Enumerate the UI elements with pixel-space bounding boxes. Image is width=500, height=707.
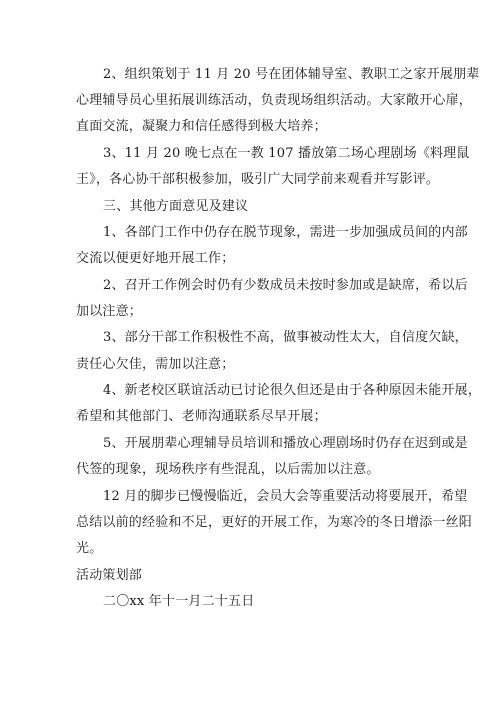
paragraph-line: 加以注意； bbox=[76, 304, 143, 319]
paragraph-line: 光。 bbox=[76, 541, 103, 556]
paragraph-line: 3、部分干部工作积极性不高，做事被动性太大，自信度欠缺， bbox=[103, 330, 468, 345]
paragraph-line: 1、各部门工作中仍存在脱节现象，需进一步加强成员间的内部 bbox=[103, 225, 468, 240]
paragraph-line: 5、开展朋辈心理辅导员培训和播放心理剧场时仍存在迟到或是 bbox=[103, 436, 468, 451]
section-heading: 三、其他方面意见及建议 bbox=[103, 199, 249, 214]
paragraph-line: 责任心欠佳，需加以注意； bbox=[76, 357, 235, 372]
paragraph-line: 总结以前的经验和不足，更好的开展工作，为寒冷的冬日增添一丝阳 bbox=[76, 515, 473, 530]
paragraph-line: 4、新老校区联谊活动已讨论很久但还是由于各种原因未能开展， bbox=[103, 383, 482, 398]
paragraph-line: 12 月的脚步已慢慢临近，会员大会等重要活动将要展开，希望 bbox=[103, 489, 468, 504]
paragraph-line: 心理辅导员心里拓展训练活动，负责现场组织活动。大家敞开心扉， bbox=[76, 93, 473, 108]
paragraph-line: 直面交流，凝聚力和信任感得到极大培养； bbox=[76, 119, 327, 134]
signature-department: 活动策划部 bbox=[76, 568, 143, 583]
paragraph-line: 交流以便更好地开展工作； bbox=[76, 251, 235, 266]
paragraph-line: 希望和其他部门、老师沟通联系尽早开展； bbox=[76, 409, 327, 424]
paragraph-line: 2、组织策划于 11 月 20 号在团体辅导室、教职工之家开展朋辈 bbox=[103, 67, 480, 82]
paragraph-line: 3、11 月 20 晚七点在一教 107 播放第二场心理剧场《料理鼠 bbox=[103, 146, 470, 161]
paragraph-line: 代签的现象，现场秩序有些混乱，以后需加以注意。 bbox=[76, 462, 380, 477]
paragraph-line: 王》，各心协干部积极参加，吸引广大同学前来观看并写影评。 bbox=[76, 172, 440, 187]
signature-date: 二〇xx 年十一月二十五日 bbox=[103, 594, 255, 609]
paragraph-line: 2、召开工作例会时仍有少数成员未按时参加或是缺席，希以后 bbox=[103, 278, 468, 293]
